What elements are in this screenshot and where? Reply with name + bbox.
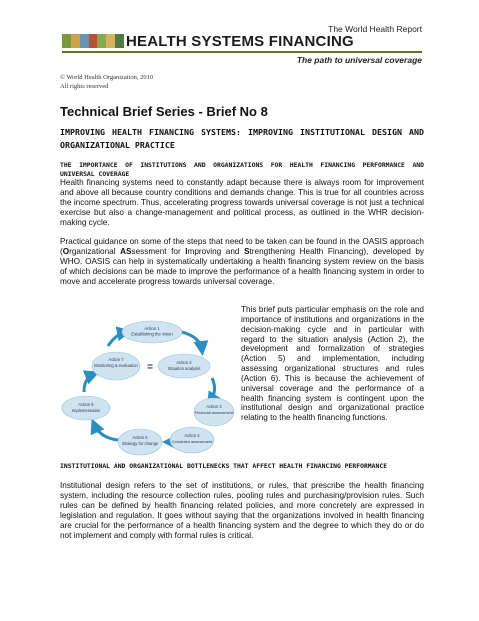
diagram-node-action-6 [62, 396, 110, 420]
diagram-node-action-4 [170, 427, 214, 453]
decision-cycle-svg [60, 316, 236, 456]
node-label: Strategy for change [121, 441, 159, 446]
cycle-center-symbol: = [147, 362, 153, 373]
series-title: Technical Brief Series - Brief No 8 [60, 104, 268, 119]
diagram-node-action-5 [118, 429, 162, 455]
paragraph-oasis [60, 237, 424, 287]
diagram-node-action-2 [158, 354, 210, 378]
photo-tile [89, 34, 98, 48]
photo-tile [106, 34, 115, 48]
rights-line: All rights reserved [60, 82, 109, 90]
text-run: Practical guidance on some of the steps that need to be taken can be found in the OASIS approach ( [60, 237, 424, 256]
paragraph-institutional-design: Institutional design refers to the set of institutions, or rules, that prescribe the health financing system, including the resource collection rules, pooling rules and purchasing/provision rules. Such rules can be defined by health financing related policies, and more concretely are expressed in legislation and regulation. It goes without saying that the organizations involved in health financing are crucial for the performance of a health financing system and the degree to which they do or do not implement and comply with formal rules is critical. [60, 481, 424, 540]
text-run: sessment for [131, 246, 186, 256]
paragraph-adapt: Health financing systems need to constantly adapt because there is always room for improvement and above all because country conditions and demands change. This is true for all countries across the income spectrum. Thus, accelerating progress towards universal coverage is not just a technical exercise but also a change-management and political process, as outlined in the WHR decision-making cycle. [60, 178, 424, 227]
decision-cycle-diagram [60, 316, 236, 456]
photo-tile [80, 34, 89, 48]
report-header [62, 24, 422, 69]
text-run-bold: AS [120, 246, 132, 256]
header-title: HEALTH SYSTEMS FINANCING [126, 33, 354, 50]
copyright-line: © World Health Organization, 2010 [60, 74, 154, 81]
diagram-node-action-1 [122, 321, 182, 343]
node-label: Financial assessment [194, 410, 234, 415]
header-photo-strip [62, 34, 124, 48]
diagram-node-action-3 [194, 398, 234, 426]
node-action: Action 2 [176, 360, 192, 365]
node-action: Action 1 [144, 326, 160, 331]
photo-tile [71, 34, 80, 48]
text-run: rganizational [69, 246, 121, 256]
node-label: Monitoring & evaluation [94, 363, 138, 368]
section-heading-bottlenecks: INSTITUTIONAL AND ORGANIZATIONAL BOTTLENECKS THAT AFFECT HEALTH FINANCING PERFORMANCE [60, 462, 388, 470]
node-action: Action 4 [184, 433, 200, 438]
header-tagline: The path to universal coverage [296, 55, 422, 65]
text-run-bold: I [185, 246, 188, 256]
node-action: Action 6 [78, 402, 94, 407]
cycle-arrow [84, 374, 94, 392]
header-report-name: The World Health Report [328, 24, 422, 34]
node-action: Action 3 [206, 404, 222, 409]
main-heading: IMPROVING HEALTH FINANCING SYSTEMS: IMPROVING INSTITUTIONAL DESIGN AND ORGANIZATIONAL PRACTICE [60, 127, 424, 150]
photo-tile [97, 34, 106, 48]
node-action: Action 5 [132, 435, 148, 440]
section-heading-importance: THE IMPORTANCE OF INSTITUTIONS AND ORGANIZATIONS FOR HEALTH FINANCING PERFORMANCE AND UNIVERSAL COVERAGE [60, 161, 424, 178]
cycle-arrow [94, 424, 118, 440]
copyright-notice [60, 74, 153, 91]
node-label: Establishing the vision [131, 331, 173, 337]
header-rule [62, 51, 422, 53]
text-run: trengthening Health Financing), developed by WHO. OASIS can help in systematically undertaking a health financing system review on the basis of which decisions can be made to improve the performance of a health financing system in order to move and accelerate progress towards universal coverage. [60, 246, 424, 286]
node-label: Implementation [71, 408, 101, 413]
photo-tile [115, 34, 124, 48]
node-action: Action 7 [108, 357, 124, 362]
node-label: Situation analysis [167, 366, 201, 371]
text-run-bold: S [244, 246, 250, 256]
text-run-bold: O [62, 246, 70, 256]
paragraph-brief-emphasis: This brief puts particular emphasis on the role and importance of institutions and organizations in the decision-making cycle and in particular with regard to the situation analysis (Action 2), the development and formalization of strategies (Action 5) and implementation, including assessing organizational structures and rules (Action 6). This is because the achievement of universal coverage and the performance of a health financing system is contingent upon the institutional design and organizational practice relating to the health financing functions. [241, 305, 424, 423]
diagram-node-action-7 [92, 352, 140, 380]
text-run: mproving and [187, 246, 245, 256]
node-label: Constraint assessment [171, 439, 213, 444]
photo-tile [62, 34, 71, 48]
